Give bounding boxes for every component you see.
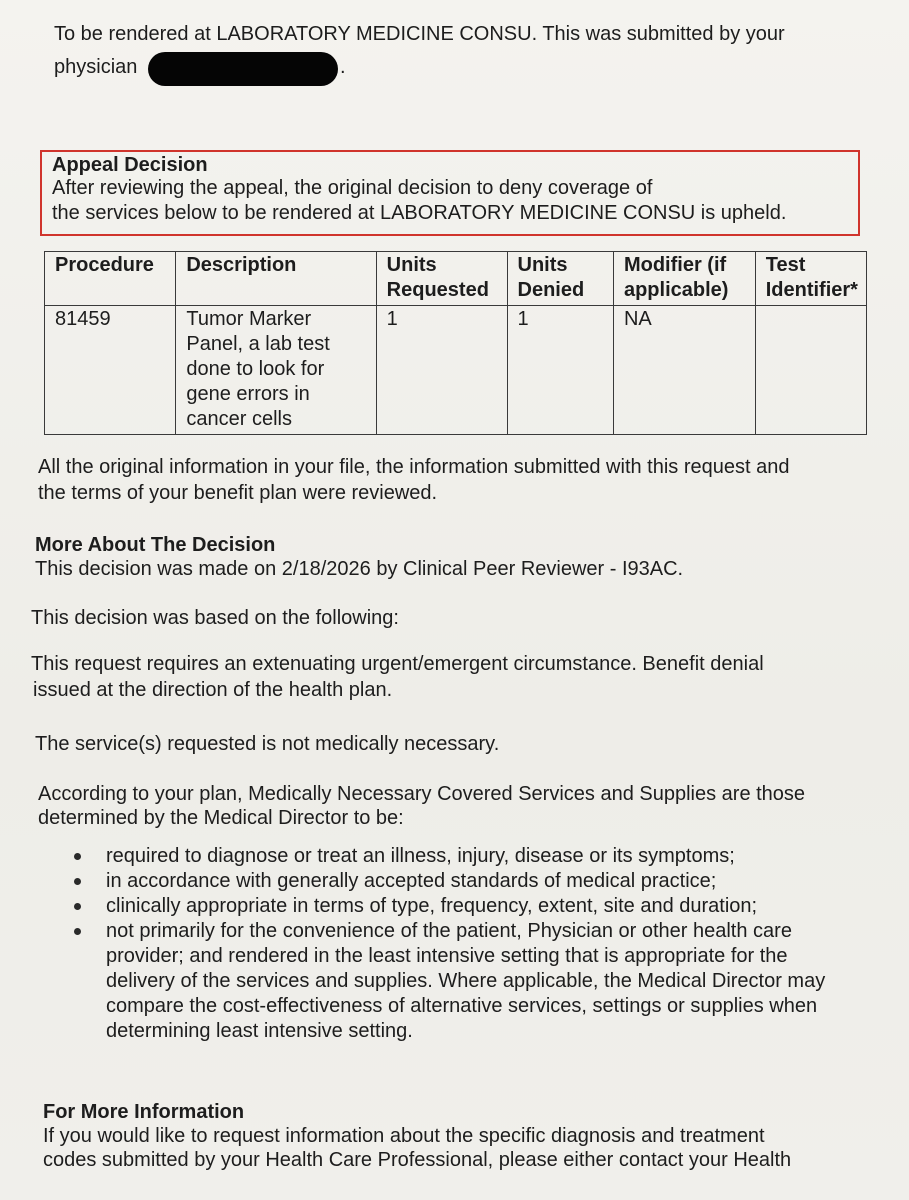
not-necessary-text: The service(s) requested is not medically necessary. — [35, 733, 500, 755]
intro-line-1: To be rendered at LABORATORY MEDICINE CONSU. This was submitted by your — [54, 23, 785, 45]
appeal-heading: Appeal Decision — [52, 154, 208, 176]
basis-text: This decision was based on the following: — [31, 607, 399, 629]
info-line-2: codes submitted by your Health Care Professional, please either contact your Health — [43, 1149, 792, 1171]
info-heading: For More Information — [43, 1101, 245, 1123]
intro-line-2: physician — [54, 56, 138, 78]
header-units-requested: Units Requested — [376, 252, 507, 306]
header-test-identifier: Test Identifier* — [755, 252, 866, 306]
table-header-row — [45, 252, 867, 306]
header-procedure: Procedure — [45, 252, 176, 306]
plan-line-1: According to your plan, Medically Necessary Covered Services and Supplies are those — [38, 783, 806, 805]
intro-line-2-end: . — [340, 56, 346, 78]
list-item: in accordance with generally accepted standards of medical practice; — [72, 869, 886, 894]
list-item: clinically appropriate in terms of type, frequency, extent, site and duration; — [72, 894, 886, 919]
urgent-line-1: This request requires an extenuating urgent/emergent circumstance. Benefit denial — [31, 653, 764, 675]
cell-test-identifier — [755, 306, 866, 435]
bullet-icon — [74, 928, 81, 935]
cell-procedure: 81459 — [45, 306, 176, 435]
cell-units-denied: 1 — [507, 306, 613, 435]
criteria-list — [72, 844, 886, 1044]
urgent-line-2: issued at the direction of the health plan. — [33, 679, 393, 701]
plan-line-2: determined by the Medical Director to be: — [38, 807, 404, 829]
bullet-icon — [74, 853, 81, 860]
cell-description: Tumor Marker Panel, a lab test done to look for gene errors in cancer cells — [176, 306, 376, 435]
appeal-line-1: After reviewing the appeal, the original decision to deny coverage of — [52, 177, 653, 199]
bullet-icon — [74, 903, 81, 910]
cell-modifier: NA — [613, 306, 755, 435]
more-heading: More About The Decision — [35, 534, 276, 556]
redaction-block — [148, 52, 338, 86]
review-line-2: the terms of your benefit plan were reviewed. — [38, 482, 438, 504]
list-item: not primarily for the convenience of the patient, Physician or other health care provider; and rendered in the least intensive setting that is appropriate for the delivery of the services and supplies. Where applicable, the Medical Director may compare the cost-effectiveness of alternative services, settings or supplies when determining least intensive setting. — [72, 919, 886, 1044]
header-modifier: Modifier (if applicable) — [613, 252, 755, 306]
header-units-denied: Units Denied — [507, 252, 613, 306]
review-line-1: All the original information in your file, the information submitted with this request and — [38, 456, 790, 478]
info-line-1: If you would like to request information about the specific diagnosis and treatment — [43, 1125, 765, 1147]
table-row — [45, 306, 867, 435]
list-item: required to diagnose or treat an illness, injury, disease or its symptoms; — [72, 844, 886, 869]
more-line-1: This decision was made on 2/18/2026 by Clinical Peer Reviewer - I93AC. — [35, 558, 684, 580]
appeal-line-2: the services below to be rendered at LABORATORY MEDICINE CONSU is upheld. — [52, 202, 787, 224]
header-description: Description — [176, 252, 376, 306]
procedure-table — [44, 251, 867, 435]
cell-units-requested: 1 — [376, 306, 507, 435]
bullet-icon — [74, 878, 81, 885]
